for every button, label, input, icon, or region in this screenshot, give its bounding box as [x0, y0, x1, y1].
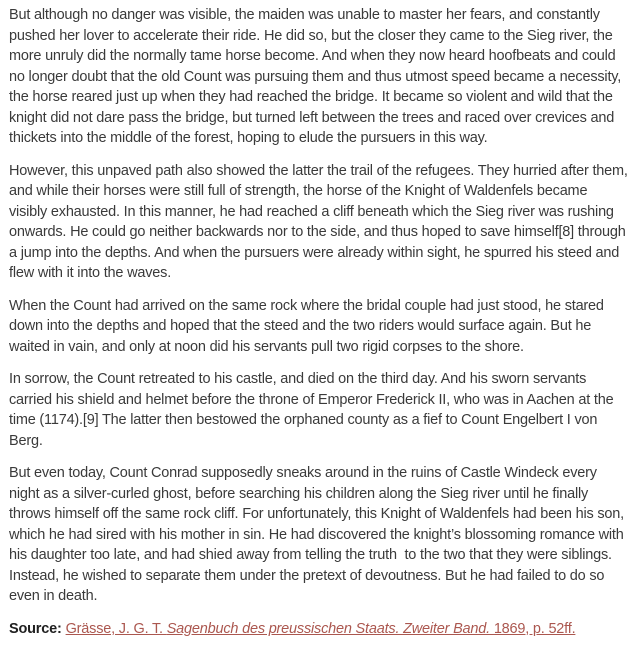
- story-paragraph-5: But even today, Count Conrad supposedly sneaks around in the ruins of Castle Windeck every night as a silver-curled ghost, before searching his children along the Sieg river until he finally throws himself off the same rock cliff. For unfortunately, this Knight of Waldenfels had been his son, which he had sired with his mother in sin. He had discovered the knight’s blossoming romance with his daughter too late, and had shied away from telling the truth to the two that they were siblings. Instead, he wished to separate them under the pretext of devoutness. But he had failed to do so even in death.: [9, 465, 628, 604]
- citation-title: Sagenbuch des preussischen Staats. Zweiter Band.: [166, 620, 490, 637]
- story-paragraph-2: However, this unpaved path also showed the latter the trail of the refugees. They hurried after them, and while their horses were still full of strength, the horse of the Knight of Waldenfels became visibly exhausted. In this manner, he had reached a cliff beneath which the Sieg river was rushing onwards. He could go neither backwards nor to the side, and thus hoped to save himself[8] through a jump into the depths. And when the pursuers were already within sight, he spurred his steed and flew with it into the waves.: [9, 162, 632, 281]
- citation-year-pages: 1869, p. 52ff.: [489, 620, 576, 637]
- story-paragraph-3: When the Count had arrived on the same rock where the bridal couple had just stood, he stared down into the depths and hoped that the steed and the two riders would surface again. But he waited in vain, and only at noon did his servants pull two rigid corpses to the shore.: [9, 297, 608, 355]
- citation-author: Grässe, J. G. T.: [65, 620, 167, 637]
- story-paragraph-1: But although no danger was visible, the maiden was unable to master her fears, and constantly pushed her lover to accelerate their ride. He did so, but the closer they came to the Sieg river, the more unruly did the normally tame horse become. And when they now heard hoofbeats and could no longer doubt that the old Count was pursuing them and thus utmost speed became a necessity, the horse reared just up when they had reached the bridge. It became so violent and wild that the knight did not dare pass the bridge, but turned left between the trees and raced over crevices and thickets into the middle of the forest, hoping to elude the pursuers in this way.: [9, 7, 625, 146]
- source-citation-link[interactable]: [66, 621, 576, 637]
- source-label: Source:: [9, 620, 62, 637]
- source-line: [9, 619, 628, 640]
- story-paragraph-4: In sorrow, the Count retreated to his castle, and died on the third day. And his sworn servants carried his shield and helmet before the throne of Emperor Frederick II, who was in Aachen at the time (1174).[9] The latter then bestowed the orphaned county as a fief to Count Engelbert I von Berg.: [9, 371, 618, 449]
